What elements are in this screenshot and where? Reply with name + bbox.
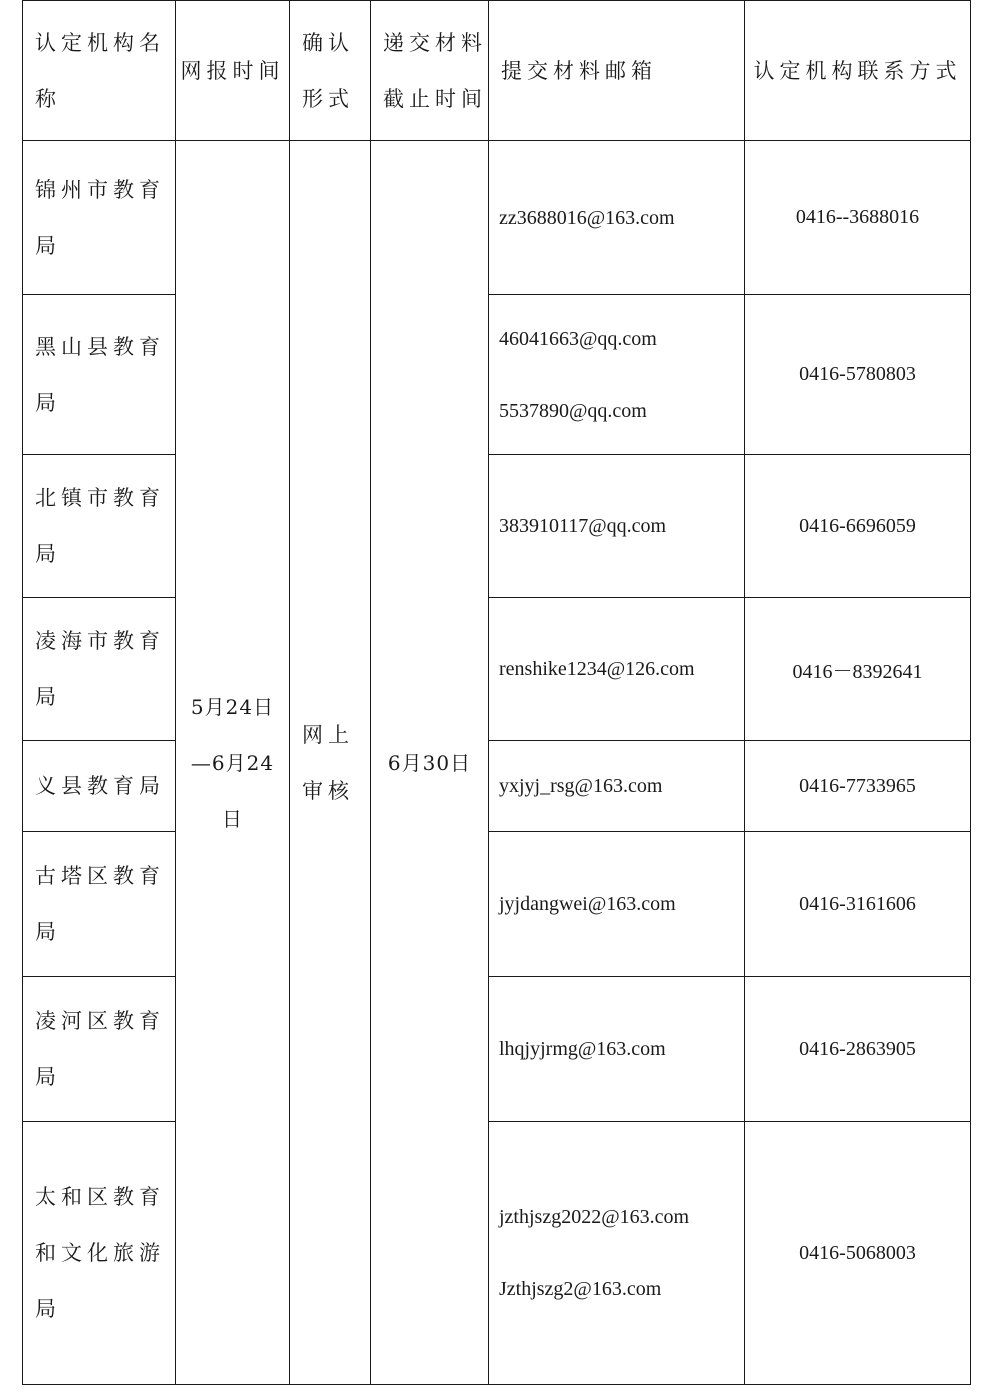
header-org-name-text: 认定机构名称 [35,30,165,111]
org-name-line: 锦州市教育 [35,177,165,202]
phone-cell [745,741,971,832]
org-name-line: 局 [35,390,61,415]
header-contact [745,1,971,141]
header-confirm-form [290,1,371,141]
header-email [489,1,745,141]
email-cell [489,598,745,741]
org-name-line: 太和区教育 [35,1185,165,1209]
header-org-name [23,1,176,141]
email-address: 46041663@qq.com [499,327,657,350]
table-row [23,977,971,1122]
phone-cell [745,141,971,295]
online-time-line: 日 [222,806,243,831]
phone-number: 0416-7733965 [799,774,916,797]
phone-number: 0416－8392641 [792,660,923,683]
email-cell [489,1122,745,1385]
table-row [23,141,971,295]
email-address: jzthjszg2022@163.com [499,1206,690,1228]
org-name-line: 局 [35,233,61,258]
phone-cell [745,598,971,741]
org-name-cell [23,741,176,832]
email-cell [489,741,745,832]
confirm-form-cell [290,141,371,1385]
header-online-time-text: 网报时间 [180,58,285,83]
phone-cell [745,1122,971,1385]
org-name-cell [23,832,176,977]
phone-number: 0416--3688016 [795,206,920,228]
phone-cell [745,295,971,455]
phone-number: 0416-3161606 [799,892,916,915]
org-name-line: 黑山县教育 [35,334,165,359]
email-address: 5537890@qq.com [499,399,647,422]
email-cell [489,141,745,295]
table-row [23,598,971,741]
org-name-line: 义县教育局 [35,774,165,798]
org-name-line: 凌海市教育 [35,629,165,653]
email-address: zz3688016@163.com [499,206,675,229]
org-name-cell [23,598,176,741]
header-row [23,1,971,141]
header-confirm-form-text: 确认形式 [302,30,354,111]
online-time-line: 5月24日 [190,694,275,719]
org-name-line: 古塔区教育 [35,864,165,888]
phone-number: 0416-5068003 [799,1241,916,1264]
email-address: yxjyj_rsg@163.com [499,775,663,797]
table-row [23,455,971,598]
org-name-cell [23,977,176,1122]
org-name-line: 北镇市教育 [35,486,165,510]
org-name-cell [23,141,176,295]
org-name-cell [23,455,176,598]
deadline-cell [371,141,489,1385]
phone-number: 0416-2863905 [799,1037,916,1060]
org-name-line: 凌河区教育 [35,1009,165,1033]
phone-number: 0416-6696059 [799,514,916,537]
email-address: 383910117@qq.com [499,515,667,537]
email-address: Jzthjszg2@163.com [499,1278,662,1300]
email-cell [489,455,745,598]
email-address: renshike1234@126.com [499,658,695,680]
org-name-line: 局 [35,542,61,566]
org-name-cell [23,295,176,455]
header-deadline-text: 递交材料截止时间 [383,30,487,111]
phone-cell [745,977,971,1122]
phone-number: 0416-5780803 [799,363,916,385]
org-name-cell [23,1122,176,1385]
email-cell [489,977,745,1122]
org-name-line: 局 [35,920,61,944]
header-contact-text: 认定机构联系方式 [753,58,962,83]
phone-cell [745,455,971,598]
online-time-line: —6月24 [190,750,275,775]
email-cell [489,832,745,977]
org-name-line: 局 [35,1297,61,1321]
certification-agency-table [22,0,971,1385]
table-row [23,832,971,977]
org-name-line: 局 [35,1065,61,1089]
online-time-cell [176,141,290,1385]
confirm-form-line: 审核 [302,778,354,803]
table-row [23,295,971,455]
confirm-form-line: 网上 [302,722,354,747]
table-row [23,1122,971,1385]
email-address: lhqjyjrmg@163.com [499,1038,666,1060]
deadline-text: 6月30日 [387,750,472,775]
table-row [23,741,971,832]
email-address: jyjdangwei@163.com [499,893,676,915]
header-email-text: 提交材料邮箱 [501,58,657,83]
phone-cell [745,832,971,977]
email-cell [489,295,745,455]
org-name-line: 局 [35,685,61,709]
org-name-line: 和文化旅游 [35,1241,165,1265]
header-deadline [371,1,489,141]
header-online-time [176,1,290,141]
